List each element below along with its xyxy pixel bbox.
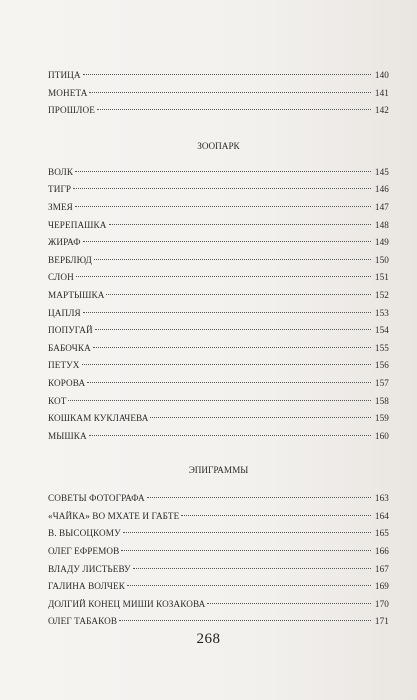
entry-page: 149 — [374, 237, 389, 248]
toc-entry — [48, 431, 389, 449]
leader-dots — [181, 515, 371, 516]
leader-dots — [133, 568, 371, 569]
entry-page: 142 — [374, 105, 389, 116]
entry-title: КОРОВА — [48, 377, 86, 388]
leader-dots — [119, 620, 371, 621]
entry-title: ЗМЕЯ — [48, 201, 73, 212]
leader-dots — [89, 92, 371, 93]
entry-title: СЛОН — [48, 272, 74, 283]
entry-title: ПЕТУХ — [48, 360, 80, 371]
toc-entry — [48, 202, 389, 220]
toc-entry — [48, 88, 389, 106]
entry-page: 160 — [374, 430, 389, 441]
entry-page: 154 — [374, 325, 389, 336]
entry-title: СОВЕТЫ ФОТОГРАФА — [48, 493, 145, 504]
toc-entry — [48, 272, 389, 290]
toc-entry — [48, 360, 389, 378]
entry-page: 165 — [374, 528, 389, 539]
toc-entry — [48, 70, 389, 88]
entry-title: ВЛАДУ ЛИСТЬЕВУ — [48, 563, 131, 574]
table-of-contents — [48, 70, 389, 634]
leader-dots — [121, 550, 371, 551]
entry-page: 167 — [374, 563, 389, 574]
entry-title: ПРОШЛОЕ — [48, 105, 95, 116]
entry-page: 146 — [374, 184, 389, 195]
entry-title: ЦАПЛЯ — [48, 307, 81, 318]
toc-entry — [48, 290, 389, 308]
entry-title: ВОЛК — [48, 166, 74, 177]
entry-page: 159 — [374, 413, 389, 424]
toc-entry — [48, 105, 389, 123]
entry-title: В. ВЫСОЦКОМУ — [48, 528, 121, 539]
entry-title: ПТИЦА — [48, 70, 81, 80]
leader-dots — [97, 109, 371, 110]
entry-page: 163 — [374, 493, 389, 504]
leader-dots — [147, 497, 371, 498]
leader-dots — [93, 347, 371, 348]
entry-page: 171 — [374, 616, 389, 627]
entry-page: 147 — [374, 201, 389, 212]
entry-page: 145 — [374, 166, 389, 177]
leader-dots — [82, 364, 372, 365]
leader-dots — [109, 224, 371, 225]
leader-dots — [207, 603, 371, 604]
toc-entry — [48, 493, 389, 511]
toc-entry — [48, 325, 389, 343]
entry-page: 152 — [374, 289, 389, 300]
entry-title: МЫШКА — [48, 430, 87, 441]
toc-group-zoo — [48, 167, 389, 449]
leader-dots — [127, 585, 371, 586]
toc-entry — [48, 581, 389, 599]
entry-title: ГАЛИНА ВОЛЧЕК — [48, 581, 125, 592]
entry-page: 164 — [374, 510, 389, 521]
leader-dots — [73, 188, 371, 189]
toc-entry — [48, 396, 389, 414]
entry-page: 158 — [374, 395, 389, 406]
toc-entry — [48, 255, 389, 273]
leader-dots — [68, 400, 371, 401]
toc-entry — [48, 564, 389, 582]
toc-entry — [48, 184, 389, 202]
entry-title: ВЕРБЛЮД — [48, 254, 92, 265]
entry-page: 140 — [374, 70, 389, 80]
toc-entry — [48, 413, 389, 431]
entry-title: ПОПУГАЙ — [48, 325, 93, 336]
leader-dots — [83, 241, 371, 242]
leader-dots — [94, 259, 371, 260]
entry-title: ДОЛГИЙ КОНЕЦ МИШИ КОЗАКОВА — [48, 598, 206, 609]
leader-dots — [106, 294, 371, 295]
entry-title: ЖИРАФ — [48, 237, 81, 248]
leader-dots — [89, 435, 371, 436]
toc-entry — [48, 167, 389, 185]
toc-group-epigrams — [48, 493, 389, 634]
entry-title: КОШКАМ КУКЛАЧЕВА — [48, 413, 149, 424]
leader-dots — [75, 171, 371, 172]
toc-entry — [48, 237, 389, 255]
toc-entry — [48, 343, 389, 361]
entry-title: ТИГР — [48, 184, 72, 195]
leader-dots — [95, 329, 371, 330]
entry-page: 151 — [374, 272, 389, 283]
entry-page: 141 — [374, 87, 389, 98]
leader-dots — [75, 206, 371, 207]
entry-page: 157 — [374, 377, 389, 388]
entry-title: ОЛЕГ ТАБАКОВ — [48, 616, 118, 627]
leader-dots — [83, 74, 371, 75]
leader-dots — [76, 276, 371, 277]
entry-page: 166 — [374, 546, 389, 557]
entry-page: 156 — [374, 360, 389, 371]
entry-title: «ЧАЙКА» ВО МХАТЕ И ГАБТЕ — [48, 510, 180, 521]
entry-page: 155 — [374, 342, 389, 353]
leader-dots — [83, 312, 371, 313]
entry-title: МОНЕТА — [48, 87, 88, 98]
entry-title: МАРТЫШКА — [48, 289, 105, 300]
section-heading-epigrams: ЭПИГРАММЫ — [188, 465, 249, 476]
toc-entry — [48, 220, 389, 238]
entry-title: БАБОЧКА — [48, 342, 91, 353]
toc-entry — [48, 546, 389, 564]
entry-title: ОЛЕГ ЕФРЕМОВ — [48, 546, 120, 557]
toc-entry — [48, 599, 389, 617]
entry-page: 150 — [374, 254, 389, 265]
leader-dots — [150, 417, 371, 418]
page-number: 268 — [196, 631, 221, 647]
section-heading-zoo: ЗООПАРК — [197, 140, 240, 151]
toc-entry — [48, 308, 389, 326]
toc-entry — [48, 528, 389, 546]
entry-title: ЧЕРЕПАШКА — [48, 219, 107, 230]
entry-page: 170 — [374, 598, 389, 609]
toc-entry — [48, 511, 389, 529]
entry-page: 153 — [374, 307, 389, 318]
entry-title: КОТ — [48, 395, 67, 406]
entry-page: 148 — [374, 219, 389, 230]
toc-entry — [48, 378, 389, 396]
toc-group-1 — [48, 70, 389, 123]
leader-dots — [87, 382, 371, 383]
entry-page: 169 — [374, 581, 389, 592]
leader-dots — [123, 532, 371, 533]
